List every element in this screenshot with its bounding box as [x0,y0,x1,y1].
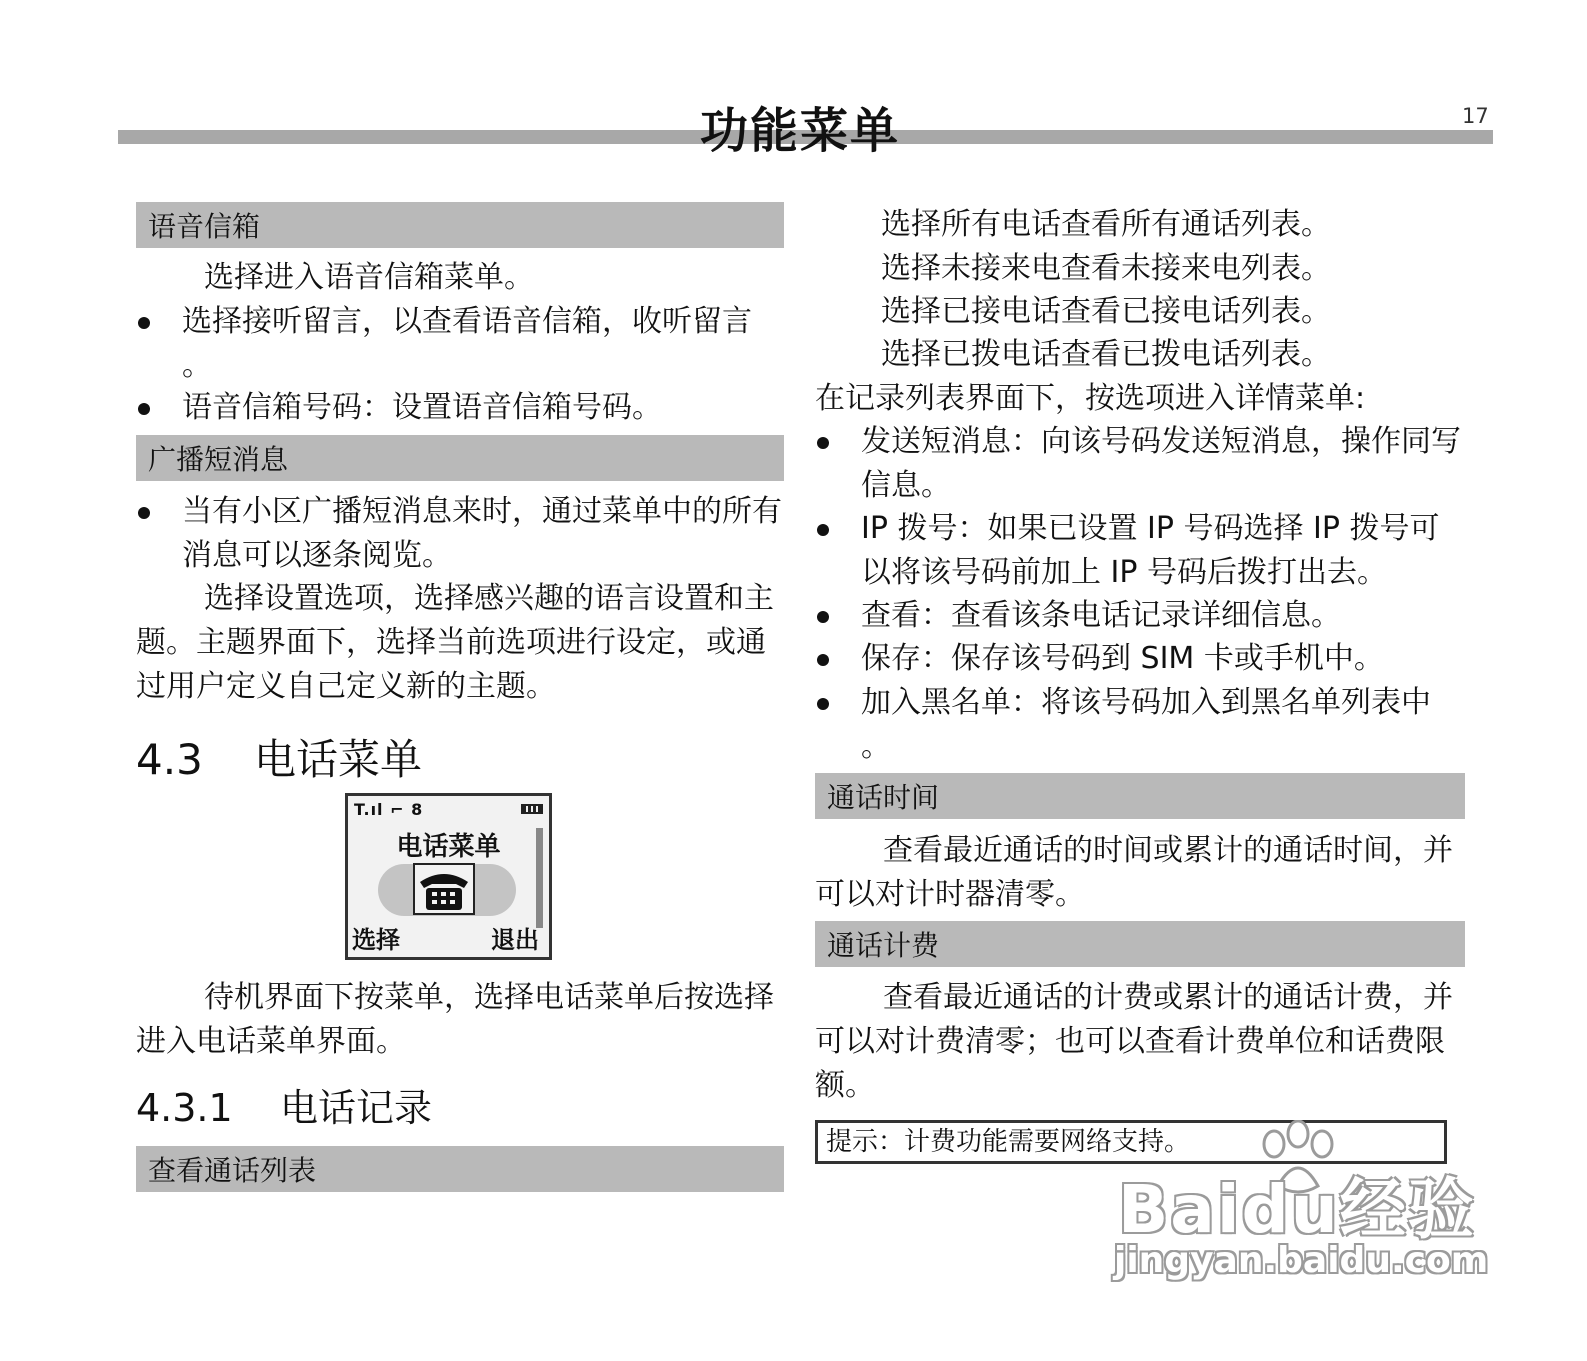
detail-bullet [815,637,1465,681]
voicemail-heading: 语音信箱 [136,202,784,248]
bullet-dot [817,524,829,536]
bullet-text: 发送短消息：向该号码发送短消息，操作同写信息。 [861,424,1461,503]
softkey-select: 选择 [352,926,400,954]
bullet-text: 语音信箱号码：设置语音信箱号码。 [182,390,662,425]
bullet-text: 当有小区广播短消息来时，通过菜单中的所有消息可以逐条阅览。 [182,494,782,573]
bullet-dot [817,698,829,710]
view-calls-heading: 查看通话列表 [136,1146,784,1192]
phone-screen-title: 电话菜单 [396,832,501,862]
phone-menu-screenshot [345,793,552,960]
bullet-dot [817,654,829,666]
section-number: 4.3 [136,735,203,784]
section-title: 电话记录 [280,1086,433,1130]
call-list-line: 选择已拨电话查看已拨电话列表。 [881,337,1331,372]
voicemail-bullet [136,386,784,430]
bullet-text: 选择接听留言，以查看语音信箱，收听留言 。 [182,304,752,383]
bullet-dot [817,611,829,623]
broadcast-bullet [136,490,784,578]
section-number: 4.3.1 [136,1086,233,1130]
broadcast-paragraph: 选择设置选项，选择感兴趣的语言设置和主题。主题界面下，选择当前选项进行设定，或通过用户定义自己定义新的主题。 [136,581,774,704]
detail-bullet [815,507,1465,595]
bullet-text: 查看：查看该条电话记录详细信息。 [861,598,1341,633]
detail-bullet [815,594,1465,638]
bullet-dot [817,437,829,449]
call-list-line: 选择未接来电查看未接来电列表。 [881,251,1331,286]
section-title: 电话菜单 [254,735,423,784]
call-list-line: 选择所有电话查看所有通话列表。 [881,207,1331,242]
call-cost-paragraph: 查看最近通话的计费或累计的通话计费，并可以对计费清零；也可以查看计费单位和话费限额。 [815,980,1453,1103]
call-cost-heading: 通话计费 [815,921,1465,967]
detail-bullet [815,681,1465,769]
watermark-site: jingyan.baidu.com [1114,1240,1489,1281]
bullet-dot [138,317,150,329]
page-title: 功能菜单 [699,103,900,159]
baidu-jingyan-watermark [1110,1120,1489,1290]
signal-status-icon: T.ıl ⌐ 8 [354,800,424,819]
bullet-text: IP 拨号：如果已设置 IP 号码选择 IP 拨号可以将该号码前加上 IP 号码后拨打出去。 [861,511,1440,590]
telephone-icon [412,862,476,916]
detail-bullet [815,420,1465,508]
bullet-dot [138,507,150,519]
broadcast-heading: 广播短消息 [136,435,784,481]
voicemail-intro: 选择进入语音信箱菜单。 [204,260,534,295]
softkey-exit: 退出 [491,926,539,954]
section-4-3-heading [136,732,422,788]
bullet-dot [138,403,150,415]
bullet-text: 加入黑名单：将该号码加入到黑名单列表中 。 [861,685,1431,764]
scrollbar [536,828,543,928]
call-list-line: 选择已接电话查看已接电话列表。 [881,294,1331,329]
bullet-text: 保存：保存该号码到 SIM 卡或手机中。 [861,641,1384,676]
watermark-brand: Baidu经验 [1118,1171,1476,1248]
battery-icon [521,804,543,814]
section-4-3-1-heading [136,1082,432,1134]
detail-menu-intro: 在记录列表界面下，按选项进入详情菜单: [815,381,1366,416]
call-time-heading: 通话时间 [815,773,1465,819]
voicemail-bullet [136,300,784,388]
page-number: 17 [1462,104,1489,128]
tip-box: 提示：计费功能需要网络支持。 [815,1120,1447,1164]
section-4-3-paragraph: 待机界面下按菜单，选择电话菜单后按选择进入电话菜单界面。 [136,980,774,1059]
call-time-paragraph: 查看最近通话的时间或累计的通话时间，并可以对计时器清零。 [815,833,1453,912]
